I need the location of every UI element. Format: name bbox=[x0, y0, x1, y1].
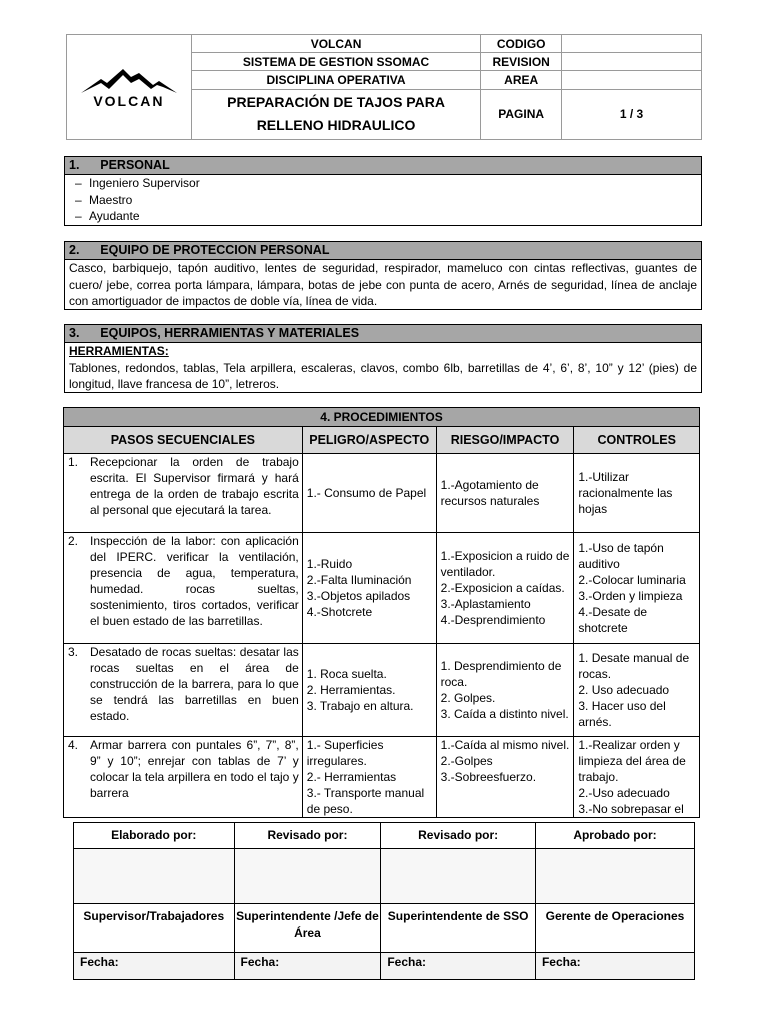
signature-field[interactable] bbox=[381, 849, 536, 904]
step-number: 4. bbox=[68, 738, 79, 752]
fecha-field[interactable]: Fecha: bbox=[74, 953, 235, 980]
column-header: RIESGO/IMPACTO bbox=[436, 427, 574, 454]
mountain-logo-icon bbox=[79, 65, 179, 95]
signature-field[interactable] bbox=[234, 849, 381, 904]
riesgo-cell: 1.-Caída al mismo nivel. 2.-Golpes 3.-Sobreesfuerzo. bbox=[436, 737, 574, 818]
epp-text: Casco, barbiquejo, tapón auditivo, lentes de seguridad, respirador, mameluco con cintas reflectivas, guantes de cuero/ jebe, correa porta lámpara, lámpara, botas de jebe con punta de acero, Arnés de seguridad, línea de anclaje con amortiguador de impactos de doble vía, línea de vida. bbox=[69, 261, 697, 308]
signature-role: Gerente de Operaciones bbox=[535, 904, 694, 953]
peligro-cell: 1.- Superficies irregulares. 2.- Herramientas 3.- Transporte manual de peso. bbox=[302, 737, 436, 818]
riesgo-cell: 1.-Agotamiento de recursos naturales bbox=[436, 454, 574, 533]
column-header: CONTROLES bbox=[574, 427, 700, 454]
section-epp bbox=[64, 241, 702, 310]
logo-cell bbox=[67, 35, 192, 140]
herramientas-text: Tablones, redondos, tablas, Tela arpillera, escaleras, clavos, combo 6lb, barretillas de 4’, 6’, 8’, 10” y 12’ (pies) de longitud, llave francesa de 10”, letreros. bbox=[69, 360, 697, 391]
section-personal bbox=[64, 156, 702, 226]
step-number: 1. bbox=[68, 455, 79, 469]
table-row bbox=[64, 737, 700, 818]
controles-cell: 1.-Utilizar racionalmente las hojas bbox=[574, 454, 700, 533]
section-title-personal: 1. PERSONAL bbox=[65, 157, 701, 175]
signature-role: Superintendente /Jefe de Área bbox=[234, 904, 381, 953]
title-line-2: RELLENO HIDRAULICO bbox=[256, 117, 416, 134]
signature-role: Superintendente de SSO bbox=[381, 904, 536, 953]
revision-label: REVISION bbox=[481, 53, 562, 71]
step-number: 3. bbox=[68, 645, 79, 659]
signature-field[interactable] bbox=[74, 849, 235, 904]
step-text: Desatado de rocas sueltas: desatar las rocas sueltas en el área de construcción de la barrera, para lo que se tendrá las barretillas en buen estado. bbox=[90, 645, 299, 723]
signature-header: Revisado por: bbox=[234, 823, 381, 849]
peligro-cell: 1. Roca suelta. 2. Herramientas. 3. Trabajo en altura. bbox=[302, 644, 436, 737]
fecha-field[interactable]: Fecha: bbox=[234, 953, 381, 980]
signature-role: Supervisor/Trabajadores bbox=[74, 904, 235, 953]
step-text: Recepcionar la orden de trabajo escrita. El Supervisor firmará y hará entrega de la orden de trabajo escrita al personal que ejecutará la tarea. bbox=[90, 455, 299, 517]
title-line-1: PREPARACIÓN DE TAJOS PARA bbox=[227, 94, 445, 111]
controles-cell: 1.-Realizar orden y limpieza del área de trabajo. 2.-Uso adecuado 3.-No sobrepasar el bbox=[574, 737, 700, 818]
section-title-procedimientos: 4. PROCEDIMIENTOS bbox=[64, 408, 700, 427]
personal-list bbox=[65, 175, 701, 225]
revision-value bbox=[562, 53, 702, 71]
step-number: 2. bbox=[68, 534, 79, 548]
company-name: VOLCAN bbox=[191, 35, 480, 53]
document-title bbox=[191, 89, 480, 139]
riesgo-cell: 1.-Exposicion a ruido de ventilador. 2.-Exposicion a caídas. 3.-Aplastamiento 4.-Desprendimiento bbox=[436, 533, 574, 644]
codigo-value bbox=[562, 35, 702, 53]
fecha-field[interactable]: Fecha: bbox=[535, 953, 694, 980]
herramientas-subtitle: HERRAMIENTAS: bbox=[69, 344, 169, 358]
step-cell bbox=[64, 533, 303, 644]
signature-table bbox=[73, 822, 695, 980]
column-header: PASOS SECUENCIALES bbox=[64, 427, 303, 454]
peligro-cell: 1.- Consumo de Papel bbox=[302, 454, 436, 533]
step-text: Inspección de la labor: con aplicación del IPERC. verificar la ventilación, presencia de agua, temperatura, humedad. rocas sueltas, sostenimiento, tiros cortados, verificar el buen estado de las barretillas. bbox=[90, 534, 299, 628]
step-cell bbox=[64, 737, 303, 818]
area-value bbox=[562, 71, 702, 89]
management-system: SISTEMA DE GESTION SSOMAC bbox=[191, 53, 480, 71]
signature-header: Elaborado por: bbox=[74, 823, 235, 849]
discipline: DISCIPLINA OPERATIVA bbox=[191, 71, 480, 89]
table-row bbox=[64, 533, 700, 644]
signature-header: Revisado por: bbox=[381, 823, 536, 849]
codigo-label: CODIGO bbox=[481, 35, 562, 53]
document-header bbox=[66, 34, 702, 140]
controles-cell: 1.-Uso de tapón auditivo 2.-Colocar luminaria 3.-Orden y limpieza 4.-Desate de shotcrete bbox=[574, 533, 700, 644]
column-header: PELIGRO/ASPECTO bbox=[302, 427, 436, 454]
section-title-epp: 2. EQUIPO DE PROTECCION PERSONAL bbox=[65, 242, 701, 260]
logo-wordmark: VOLCAN bbox=[93, 93, 165, 109]
table-row bbox=[64, 644, 700, 737]
fecha-field[interactable]: Fecha: bbox=[381, 953, 536, 980]
table-row bbox=[64, 454, 700, 533]
page-number: 1 / 3 bbox=[562, 89, 702, 139]
section-title-equipos: 3. EQUIPOS, HERRAMIENTAS Y MATERIALES bbox=[65, 325, 701, 343]
area-label: AREA bbox=[481, 71, 562, 89]
list-item: – Ingeniero Supervisor bbox=[69, 175, 697, 192]
peligro-cell: 1.-Ruido 2.-Falta Iluminación 3.-Objetos apilados 4.-Shotcrete bbox=[302, 533, 436, 644]
procedures-table bbox=[63, 407, 700, 818]
list-item: – Ayudante bbox=[69, 208, 697, 225]
step-cell bbox=[64, 644, 303, 737]
section-equipos bbox=[64, 324, 702, 393]
pagina-label: PAGINA bbox=[481, 89, 562, 139]
step-text: Armar barrera con puntales 6”, 7”, 8”, 9” y 10”; enrejar con tablas de 7’ y colocar la tela arpillera en todo el tajo y barrera bbox=[90, 738, 299, 800]
signature-field[interactable] bbox=[535, 849, 694, 904]
list-item: – Maestro bbox=[69, 192, 697, 209]
step-cell bbox=[64, 454, 303, 533]
riesgo-cell: 1. Desprendimiento de roca. 2. Golpes. 3. Caída a distinto nivel. bbox=[436, 644, 574, 737]
controles-cell: 1. Desate manual de rocas. 2. Uso adecuado 3. Hacer uso del arnés. bbox=[574, 644, 700, 737]
signature-header: Aprobado por: bbox=[535, 823, 694, 849]
